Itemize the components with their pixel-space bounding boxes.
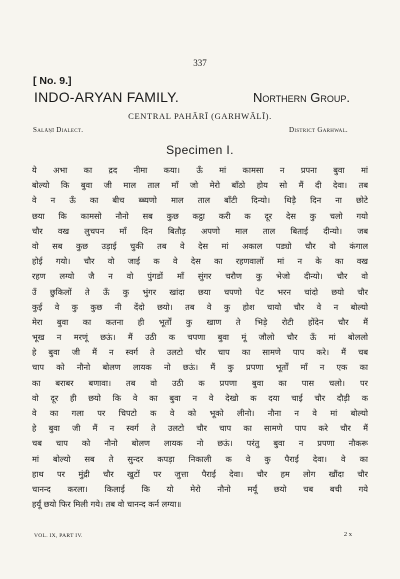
text-line: हे बुवा जी मैं न स्वर्ग ते उलटो चौर चाप का सामणे पाप करे चौर मैं <box>32 423 368 434</box>
text-line: हाथ पर मुंद्री चौर खुटों पर जुत्ता पैराई देवा। चौर हम लोग खौंदा चौर <box>32 468 368 479</box>
text-line: ये अभा का द्रद नीमा कया। ऊँ मां कामसा न प्रपना बुवा मां <box>32 165 368 175</box>
text-line: चौर वख लुचपन माँ दिन बितौड़ अपणो माल ताल बिताई दीन्यो। जब <box>32 225 368 236</box>
text-line: हे बुवा जी मैं न स्वर्ग ते उलटो चौर चाप का सामणे पाप करे। मैं चब <box>32 347 368 358</box>
text-line: रहण लग्यो जै न वो पुंगडों माँ सुंगर चरौण कु भेजो दीन्यो। चौर वो <box>32 271 368 282</box>
signature-mark: 2 x <box>343 531 352 538</box>
text-line: चाप को नौनो बोलण लायक नो छऊं। मैं कु प्रपणा भूर्तों माँ न एक का <box>32 362 368 373</box>
specimen-heading: Specimen I. <box>166 143 234 157</box>
text-line: वो दूर ही छयो कि वे का बुवा न वे देखो क दया चाई चौर दौड़ी क <box>32 392 368 403</box>
text-line: भूख न मरणूं छऊं। मैं उठी क चपणा बुवा मूं जौलो चौर ऊँ मां बोललो <box>32 332 368 343</box>
text-line: वे न ऊँ का बीच ब्ब्यणो माल ताल बाँटी दिन्यो। थिड़ै दिन ना छोटे <box>32 195 368 206</box>
text-line: का बराबर बणावा। तब वो उठी क प्रपणा बुवा का पास चलो। पर <box>32 377 368 388</box>
language-subtitle: CENTRAL PAHĀRĪ (GARHWĀLĪ). <box>128 111 272 121</box>
text-line: बोल्यो कि बुवा जी माल ताल माँ जो मेरो बाँठो होय सो मैं दी देवा। तब <box>32 180 368 191</box>
specimen-text <box>32 163 368 512</box>
text-line: मेरा बुवा का कतना ही भूर्तों कु खाण ते भिड़े रोटी होंदेन चौर मैं <box>32 316 368 327</box>
text-line: चानन्द करला। किलाई कि यो मेरो नौनो मर्यूं छयो चब बची गये <box>32 483 368 494</box>
text-line: चब चाप को नौनो बोलण लायक नो छऊं। परंतु बुवा न प्रपणा नौकरू <box>32 438 368 449</box>
text-line: वे का गला पर चिपटो क वे को भूको लीनो। नौना न वे मां बोल्यो <box>32 408 368 418</box>
text-line: मां बोल्यो सब ते सुन्दर कपड़ा निकाली क वे कु पैराई देवा। वे का <box>32 453 368 464</box>
text-line: उँ छुकिलों ते ऊँ कु भुंगर खांदा छया चपणो पेट भरन चांदो छयो चौर <box>32 286 368 297</box>
text-line: होई गयो। चौर वो जाई क वे देस का रहणवालों मां न के का वख <box>32 256 368 267</box>
text-line: कुई वे कु कुछ नी देंदो छयो। तब वे कु होश चायो चौर वे न बोल्यो <box>32 301 368 312</box>
text-line: वो सब कुछ उड़ाई चुकी तब वे देस मां अकाल पड्यो चौर वो कंगाल <box>32 240 368 251</box>
page-number: 337 <box>193 58 207 68</box>
dialect-label: Salāṇī Dialect. <box>33 126 84 134</box>
text-line: छया कि कामसो नौनो सब कुछ कट्ठा करी क दूर देस कु चलो गयो <box>32 210 368 221</box>
group-title: Northern Group. <box>252 90 350 105</box>
family-title: INDO-ARYAN FAMILY. <box>34 89 179 105</box>
volume-footer: VOL. IX, PART IV. <box>34 533 83 539</box>
text-line: हर्यूं छयो फिर मिली गये। तब वो चानन्द कर्न लग्या॥ <box>32 499 182 510</box>
series-label: [ No. 9.] <box>33 75 72 87</box>
district-label: District Garhwal. <box>289 126 348 134</box>
